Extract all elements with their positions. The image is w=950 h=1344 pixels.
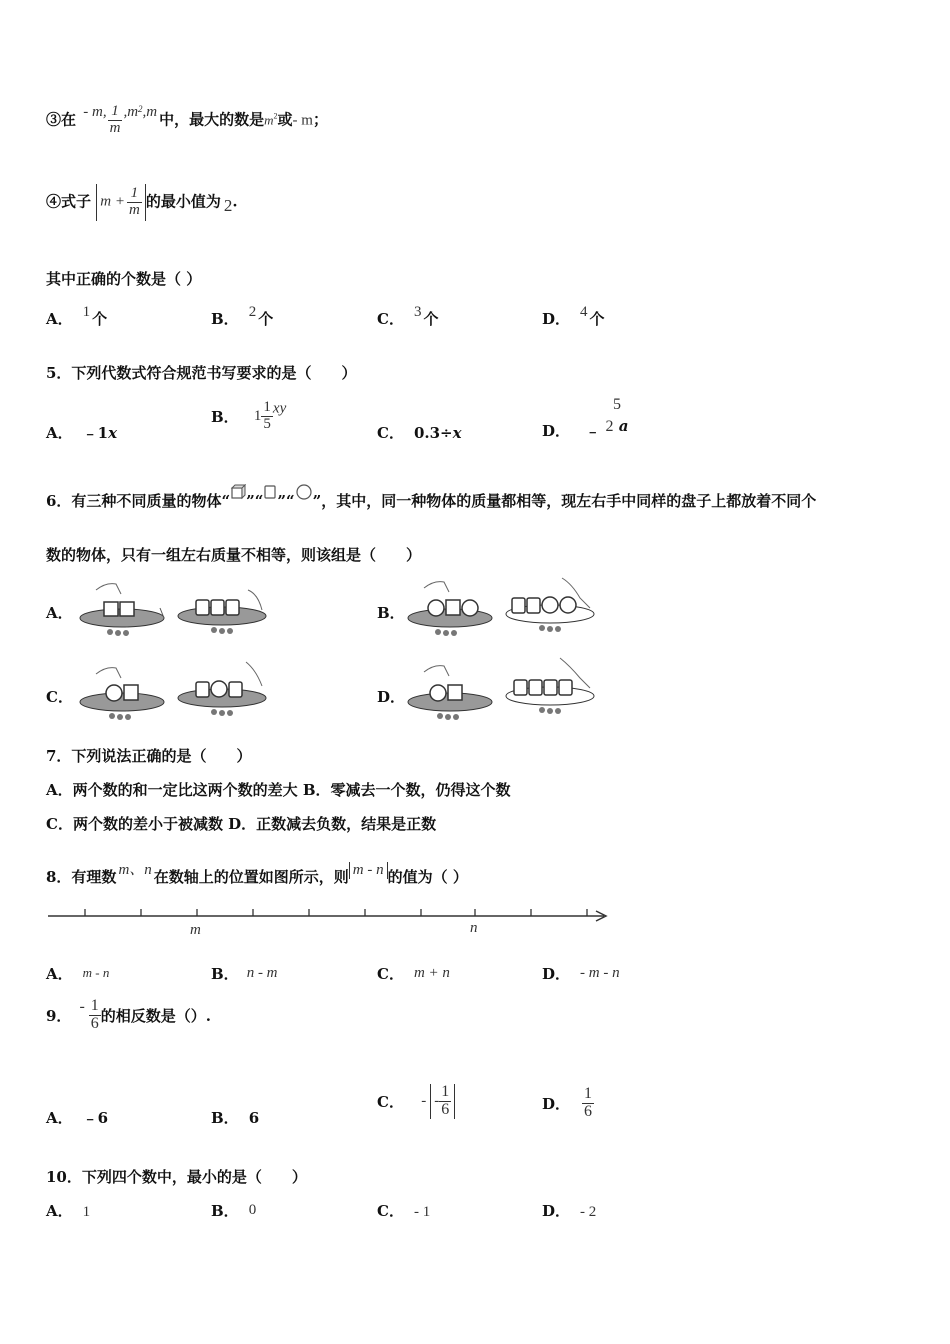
cylinder-icon (263, 484, 277, 504)
q6-option-c-label[interactable]: C． (46, 688, 73, 706)
q6-option-a-label[interactable]: A． (46, 604, 73, 622)
q10-option-d[interactable]: D． - 2 (542, 1202, 597, 1220)
number-line (46, 900, 612, 944)
q4-item3: ③在 - m, $\frac{1}{m}$ $,m^2,m$ 中，最大的数是$m^2$或- m； (46, 103, 328, 136)
circle-four: ④ (46, 192, 62, 211)
q8-option-b[interactable]: B． n - m (211, 965, 278, 983)
q6-stem-line2: 数的物体，只有一组左右质量不相等，则该组是（ ） (46, 546, 422, 564)
q6-option-a-image[interactable] (76, 580, 270, 646)
circle-three: ③ (46, 110, 62, 129)
axis-label-n: n (470, 920, 478, 936)
q5-stem: 5．下列代数式符合规范书写要求的是（ ） (46, 364, 357, 382)
q8-option-d[interactable]: D． - m - n (542, 965, 620, 983)
axis-label-m: m (190, 922, 201, 938)
q10-option-b[interactable]: B． 0 (211, 1202, 257, 1220)
q4-item3-list: - m, $\frac{1}{m}$ $,m^2,m$ (83, 103, 158, 136)
q9-option-d[interactable]: D． $\frac{1}{6}$ (542, 1085, 593, 1120)
q6-stem-line1: 6．有三种不同质量的物体“ ”“ ”“ ”，其中，同一种物体的质量都相等，现左右手中同样的盘子上都放着不同个 (46, 484, 816, 511)
q6-option-b-image[interactable] (404, 576, 600, 646)
q8-stem: 8．有理数 m、n 在数轴上的位置如图所示，则 m - n 的值为（ ） (46, 862, 468, 886)
q4-option-a[interactable]: A． 1 个 (46, 304, 108, 328)
q10-option-a[interactable]: A． 1 (46, 1202, 91, 1220)
q5-option-d[interactable]: D． ﹣ 5 2 a (542, 396, 629, 440)
q7-options-line1[interactable]: A．两个数的和一定比这两个数的差大 B．零减去一个数，仍得这个数 (46, 781, 511, 799)
q7-stem: 7．下列说法正确的是（ ） (46, 747, 252, 765)
q9-stem: 9． - $\frac{1}{6}$ 的相反数是（）. (46, 997, 211, 1032)
q4-option-b[interactable]: B． 2 个 (211, 304, 274, 328)
q9-option-b[interactable]: B． 6 (211, 1109, 260, 1127)
q4-question: 其中正确的个数是（ ） (46, 270, 202, 288)
q4-option-c[interactable]: C． 3 个 (377, 304, 439, 328)
q4-option-d[interactable]: D． 4 个 (542, 304, 605, 328)
q4-item4-abs-expression: m + $\frac{1}{m}$ (96, 184, 146, 221)
q6-option-c-image[interactable] (76, 660, 270, 728)
q9-option-a[interactable]: A． ﹣6 (46, 1109, 109, 1127)
cube-icon (230, 484, 246, 504)
q9-option-c[interactable]: C． - - $\frac{1}{6}$ (377, 1084, 455, 1119)
q6-option-b-label[interactable]: B． (377, 604, 405, 622)
q5-option-c[interactable]: C． 0.3÷x (377, 424, 462, 442)
q6-option-d-label[interactable]: D． (377, 688, 406, 706)
sphere-icon (295, 484, 313, 504)
q7-options-line2[interactable]: C．两个数的差小于被减数 D．正数减去负数，结果是正数 (46, 815, 437, 833)
q8-option-a[interactable]: A． m - n (46, 965, 110, 983)
q10-stem: 10．下列四个数中，最小的是（ ） (46, 1168, 307, 1186)
q5-option-a[interactable]: A． ﹣1x (46, 424, 118, 442)
q4-item4: ④式子 m + $\frac{1}{m}$ 的最小值为 2. (46, 184, 238, 221)
q5-option-b[interactable]: B． 1 $\frac{1}{5}$ xy (211, 399, 287, 432)
q10-option-c[interactable]: C． - 1 (377, 1202, 431, 1220)
q8-option-c[interactable]: C． m + n (377, 965, 450, 983)
q6-option-d-image[interactable] (404, 656, 600, 728)
